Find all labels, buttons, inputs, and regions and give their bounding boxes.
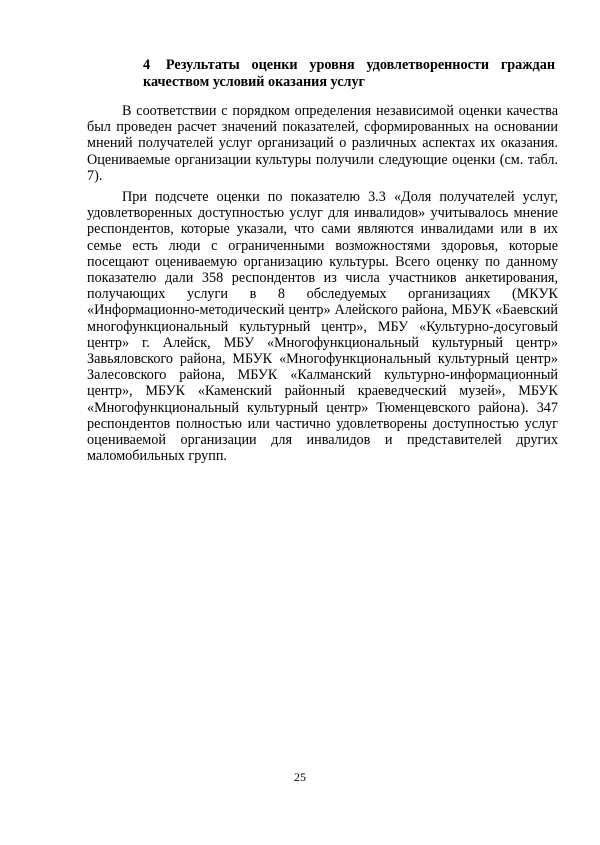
- body-text: [87, 103, 558, 469]
- page-number: 25: [294, 770, 306, 784]
- section-title: Результаты оценки уровня удовлетворенности граждан качеством условий оказания услуг: [143, 57, 555, 90]
- paragraph-2: При подсчете оценки по показателю 3.3 «Доля получателей услуг, удовлетворенных доступностью услуг для инвалидов» учитывалось мнение респондентов, которые указали, что сами являются инвалидами или в их семье есть люди с ограниченными возможностями здоровья, которые посещают оцениваемую организацию культуры. Всего оценку по данному показателю дали 358 респондентов из числа участников анкетирования, получающих услуги в 8 обследуемых организациях (МКУК «Информационно-методический центр» Алейского района, МБУК «Баевский многофункциональный культурный центр», МБУ «Культурно-досуговый центр» г. Алейск, МБУ «Многофункциональный культурный центр» Завьяловского района, МБУК «Многофункциональный культурный центр» Залесовского района, МБУК «Калманский культурно-информационный центр», МБУК «Каменский районный краеведческий музей», МБУК «Многофункциональный культурный центр» Тюменцевского района). 347 респондентов полностью или частично удовлетворены доступностью услуг оцениваемой организации для инвалидов и представителей других маломобильных групп.: [87, 189, 558, 465]
- paragraph-1: В соответствии с порядком определения независимой оценки качества был проведен расчет значений показателей, сформированных на основании мнений получателей услуг организаций о различных аспектах их оказания. Оцениваемые организации культуры получили следующие оценки (см. табл. 7).: [87, 103, 558, 184]
- section-number: 4: [143, 57, 151, 73]
- section-heading: [143, 57, 555, 91]
